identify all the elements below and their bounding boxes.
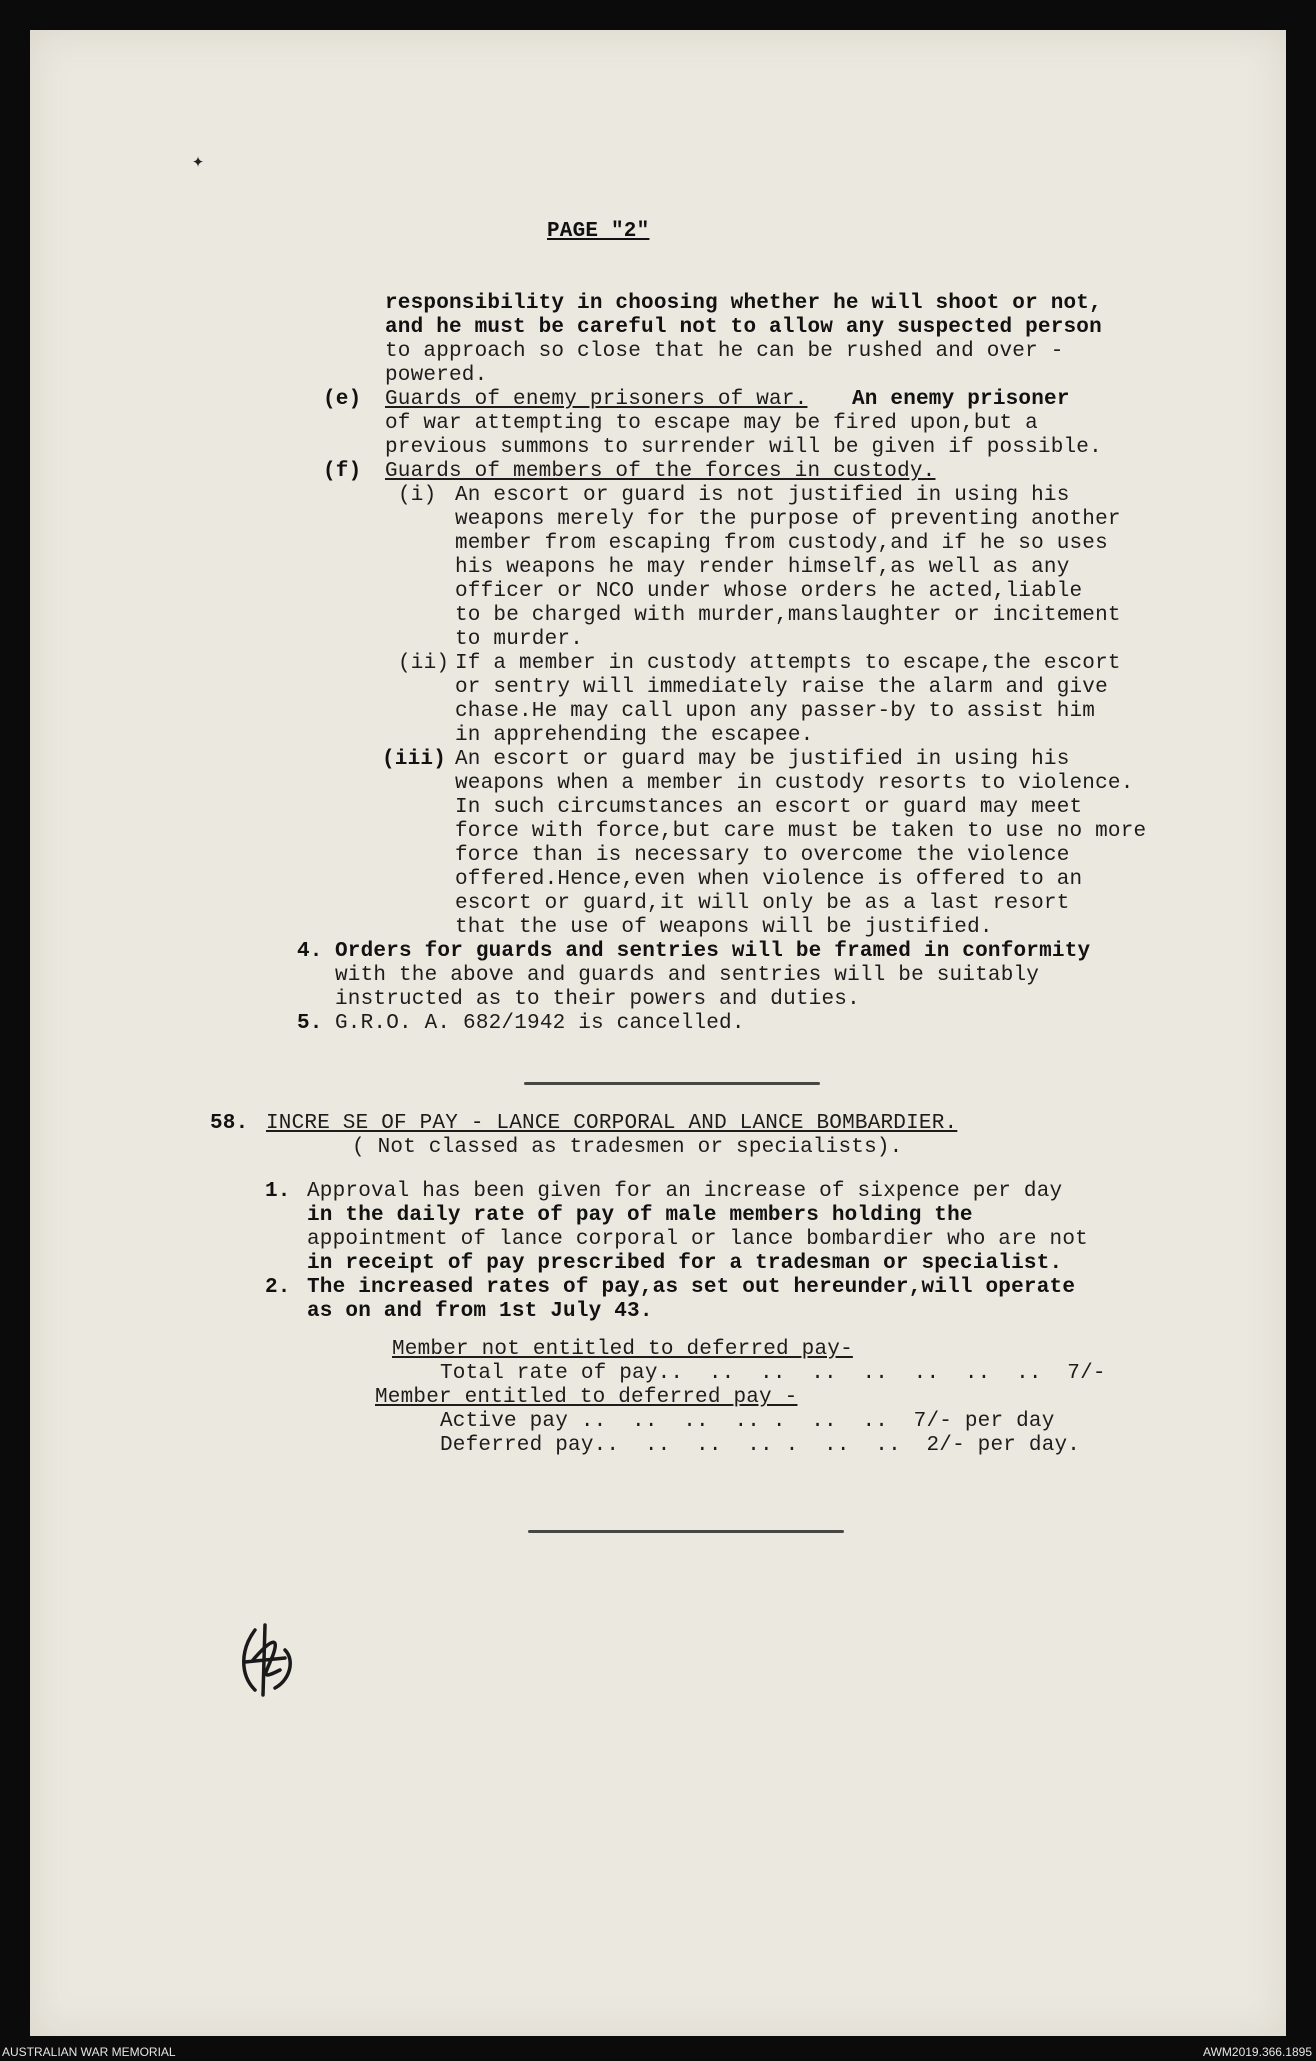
not-entitled-heading: Member not entitled to deferred pay- [392, 1338, 853, 1361]
document-page [30, 30, 1286, 2036]
item-f-marker: (f) [323, 460, 362, 483]
end-divider [528, 1530, 844, 1533]
sub-ii-line-1: If a member in custody attempts to escape,the escort [455, 652, 1121, 675]
para-5-text: G.R.O. A. 682/1942 is cancelled. [335, 1012, 745, 1035]
s58-para-1-line-2: in the daily rate of pay of male members holding the [307, 1204, 973, 1227]
sub-iii-line-1: An escort or guard may be justified in using his [455, 748, 1070, 771]
continued-line-2: and he must be careful not to allow any suspected person [385, 316, 1102, 339]
deferred-pay-line: Deferred pay.. .. .. .. . .. .. 2/- per day. [440, 1434, 1081, 1457]
section-58-subtitle: ( Not classed as tradesmen or specialists). [352, 1136, 903, 1159]
sub-i-line-3: member from escaping from custody,and if he so uses [455, 532, 1108, 555]
section-divider [524, 1082, 820, 1085]
section-58-number: 58. [210, 1112, 249, 1135]
continued-line-3: to approach so close that he can be rushed and over - [385, 340, 1064, 363]
total-rate-line: Total rate of pay.. .. .. .. .. .. .. .. 7/- [440, 1362, 1106, 1385]
para-5-marker: 5. [297, 1012, 323, 1035]
sub-ii-line-2: or sentry will immediately raise the alarm and give [455, 676, 1108, 699]
footer-accession: AWM2019.366.1895 [1203, 2045, 1312, 2059]
item-e-line-1: An enemy prisoner [852, 388, 1070, 411]
item-e-heading: Guards of enemy prisoners of war. [385, 388, 808, 411]
sub-iii-line-5: force than is necessary to overcome the violence [455, 844, 1070, 867]
sub-i-line-7: to murder. [455, 628, 584, 651]
s58-para-1-line-1: Approval has been given for an increase of sixpence per day [307, 1180, 1063, 1203]
sub-iii-line-3: In such circumstances an escort or guard may meet [455, 796, 1083, 819]
section-58-title: INCRE SE OF PAY - LANCE CORPORAL AND LANCE BOMBARDIER. [266, 1112, 958, 1135]
footer-source: AUSTRALIAN WAR MEMORIAL [2, 2045, 176, 2059]
continued-line-1: responsibility in choosing whether he will shoot or not, [385, 292, 1102, 315]
sub-ii-line-3: chase.He may call upon any passer-by to assist him [455, 700, 1096, 723]
sub-i-line-4: his weapons he may render himself,as well as any [455, 556, 1070, 579]
s58-para-2-line-1: The increased rates of pay,as set out hereunder,will operate [307, 1276, 1076, 1299]
item-e-marker: (e) [323, 388, 362, 411]
s58-para-1-line-3: appointment of lance corporal or lance bombardier who are not [307, 1228, 1088, 1251]
sub-iii-line-2: weapons when a member in custody resorts to violence. [455, 772, 1134, 795]
active-pay-line: Active pay .. .. .. .. . .. .. 7/- per day [440, 1410, 1055, 1433]
continued-line-4: powered. [385, 364, 488, 387]
sub-iii-line-4: force with force,but care must be taken to use no more [455, 820, 1147, 843]
initials-signature-mark [235, 1620, 305, 1700]
sub-i-marker: (i) [398, 484, 437, 507]
item-e-line-2: of war attempting to escape may be fired upon,but a [385, 412, 1038, 435]
para-4-line-2: with the above and guards and sentries will be suitably [335, 964, 1040, 987]
page-header: PAGE "2" [547, 220, 650, 243]
sub-iii-marker: (iii) [382, 748, 447, 771]
para-4-line-1: Orders for guards and sentries will be framed in conformity [335, 940, 1091, 963]
sub-i-line-6: to be charged with murder,manslaughter or incitement [455, 604, 1121, 627]
s58-para-1-line-4: in receipt of pay prescribed for a tradesman or specialist. [307, 1252, 1063, 1275]
sub-i-line-5: officer or NCO under whose orders he acted,liable [455, 580, 1083, 603]
sub-iii-line-7: escort or guard,it will only be as a last resort [455, 892, 1070, 915]
sub-i-line-1: An escort or guard is not justified in using his [455, 484, 1070, 507]
sub-i-line-2: weapons merely for the purpose of preventing another [455, 508, 1121, 531]
para-4-marker: 4. [297, 940, 323, 963]
sub-ii-marker: (ii) [398, 652, 450, 675]
entitled-heading: Member entitled to deferred pay - [375, 1386, 798, 1409]
s58-para-1-marker: 1. [265, 1180, 291, 1203]
item-e-line-3: previous summons to surrender will be given if possible. [385, 436, 1102, 459]
pinhole-mark: ✦ [192, 151, 205, 174]
sub-iii-line-6: offered.Hence,even when violence is offered to an [455, 868, 1083, 891]
s58-para-2-marker: 2. [265, 1276, 291, 1299]
item-f-heading: Guards of members of the forces in custody. [385, 460, 936, 483]
sub-iii-line-8: that the use of weapons will be justified. [455, 916, 993, 939]
s58-para-2-line-2: as on and from 1st July 43. [307, 1300, 653, 1323]
sub-ii-line-4: in apprehending the escapee. [455, 724, 814, 747]
para-4-line-3: instructed as to their powers and duties. [335, 988, 860, 1011]
